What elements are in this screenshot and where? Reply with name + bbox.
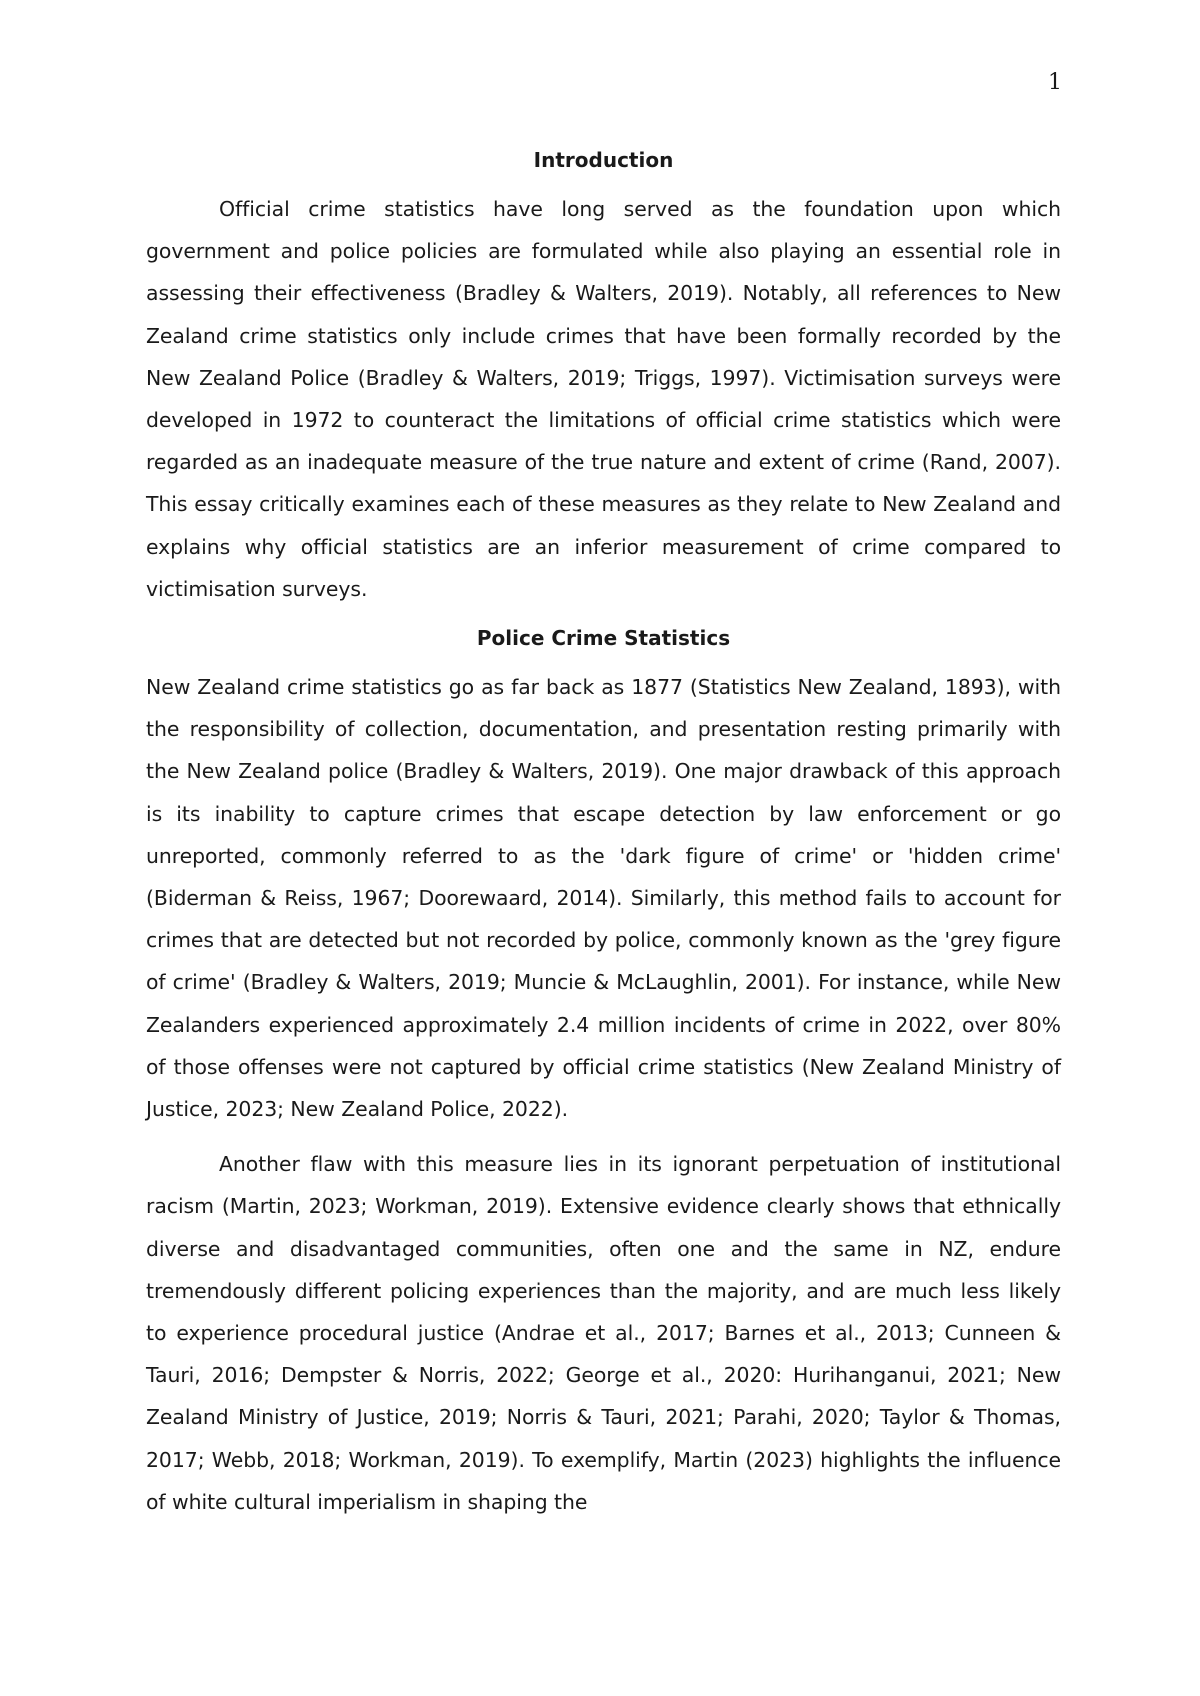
paragraph-police-1: New Zealand crime statistics go as far back as 1877 (Statistics New Zealand, 1893), with the responsibility of collection, documentation, and presentation resting primarily with the New Zealand police (Bradley & Walters, 2019). One major drawback of this approach is its inability to capture crimes that escape detection by law enforcement or go unreported, commonly referred to as the 'dark figure of crime' or 'hidden crime' (Biderman & Reiss, 1967; Doorewaard, 2014). Similarly, this method fails to account for crimes that are detected but not recorded by police, commonly known as the 'grey figure of crime' (Bradley & Walters, 2019; Muncie & McLaughlin, 2001). For instance, while New Zealanders experienced approximately 2.4 million incidents of crime in 2022, over 80% of those offenses were not captured by official crime statistics (New Zealand Ministry of Justice, 2023; New Zealand Police, 2022). bbox=[146, 675, 1061, 1122]
document-body bbox=[146, 145, 1061, 1523]
paragraph-introduction: Official crime statistics have long served as the foundation upon which government and police policies are formulated while also playing an essential role in assessing their effectiveness (Bradley & Walters, 2019). Notably, all references to New Zealand crime statistics only include crimes that have been formally recorded by the New Zealand Police (Bradley & Walters, 2019; Triggs, 1997). Victimisation surveys were developed in 1972 to counteract the limitations of official crime statistics which were regarded as an inadequate measure of the true nature and extent of crime (Rand, 2007). This essay critically examines each of these measures as they relate to New Zealand and explains why official statistics are an inferior measurement of crime compared to victimisation surveys. bbox=[146, 197, 1061, 601]
paragraph-police-2: Another flaw with this measure lies in its ignorant perpetuation of institutional racism (Martin, 2023; Workman, 2019). Extensive evidence clearly shows that ethnically diverse and disadvantaged communities, often one and the same in NZ, endure tremendously different policing experiences than the majority, and are much less likely to experience procedural justice (Andrae et al., 2017; Barnes et al., 2013; Cunneen & Tauri, 2016; Dempster & Norris, 2022; George et al., 2020: Hurihanganui, 2021; New Zealand Ministry of Justice, 2019; Norris & Tauri, 2021; Parahi, 2020; Taylor & Thomas, 2017; Webb, 2018; Workman, 2019). To exemplify, Martin (2023) highlights the influence of white cultural imperialism in shaping the bbox=[146, 1152, 1061, 1514]
heading-introduction: Introduction bbox=[533, 148, 674, 172]
page-number: 1 bbox=[1048, 70, 1062, 95]
heading-police-crime-statistics: Police Crime Statistics bbox=[476, 626, 731, 651]
